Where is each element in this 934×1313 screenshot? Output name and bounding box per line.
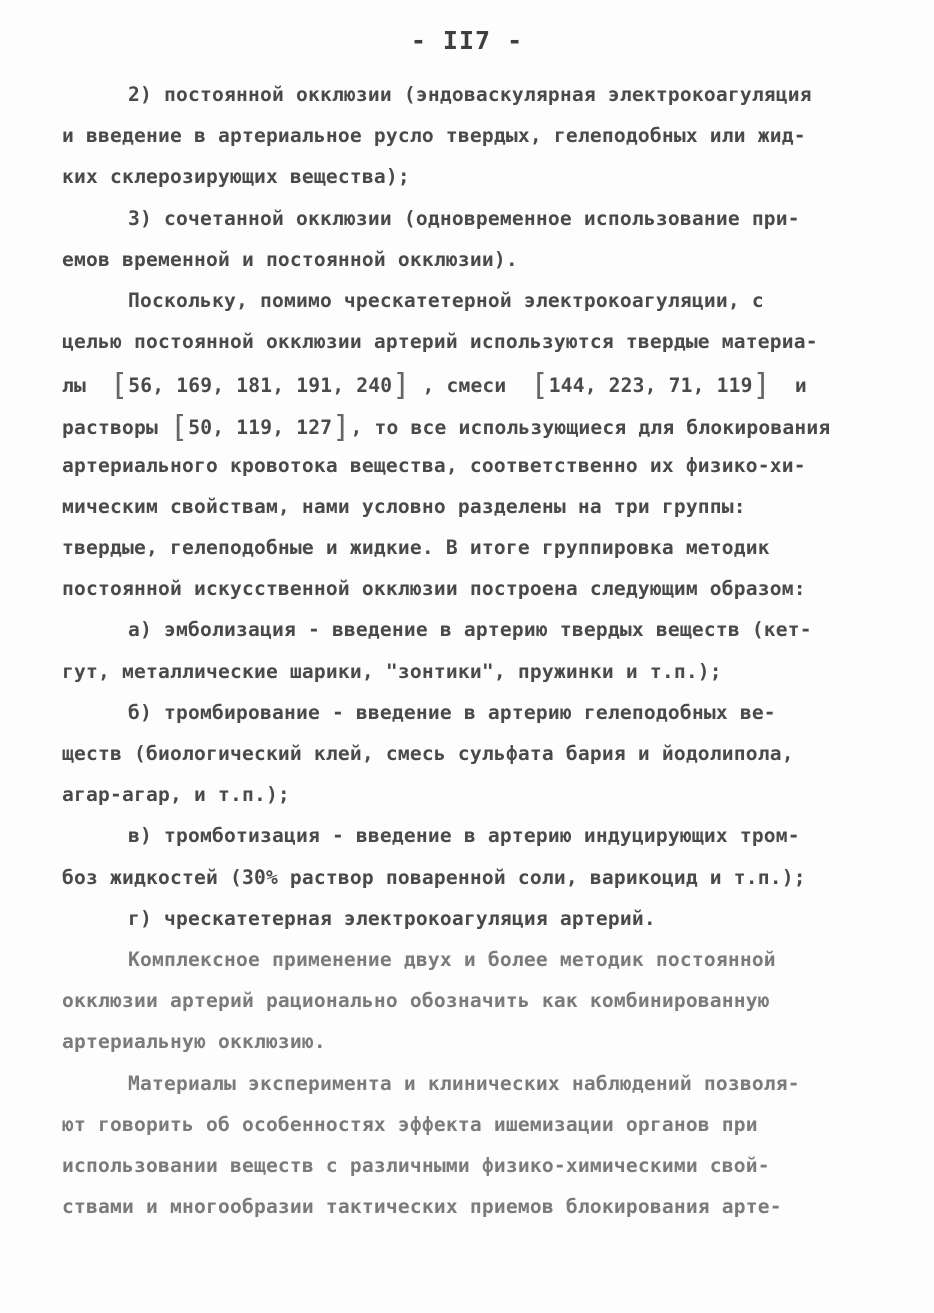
text-line: артериальную окклюзию.	[62, 1030, 326, 1054]
text-line: мическим свойствам, нами условно разделены на три группы:	[62, 494, 746, 518]
citation-bracket-open: [	[110, 368, 129, 404]
text-line: а) эмболизация - введение в артерию твердых веществ (кет-	[128, 618, 812, 642]
text-line: 2) постоянной окклюзии (эндоваскулярная электрокоагуляция	[128, 83, 812, 106]
text-line: в) тромботизация - введение в артерию индуцирующих тром-	[128, 824, 800, 848]
text-line: ких склерозирующих вещества);	[62, 165, 410, 189]
citation-refs: 144, 223, 71, 119	[548, 374, 753, 398]
citation-bracket-close: ]	[332, 409, 351, 445]
text-line: 3) сочетанной окклюзии (одновременное использование при-	[128, 206, 800, 230]
text-fragment: , то все использующиеся для блокирования	[350, 415, 831, 439]
text-line-with-citations	[62, 404, 872, 445]
citation-refs: 56, 169, 181, 191, 240	[128, 374, 393, 398]
text-line: окклюзии артерий рационально обозначить как комбинированную	[62, 989, 770, 1013]
text-line: Комплексное применение двух и более методик постоянной	[128, 947, 776, 971]
text-line: Поскольку, помимо чрескатетерной электрокоагуляции, с	[128, 288, 764, 312]
text-fragment: , смеси	[422, 374, 507, 398]
text-line: твердые, гелеподобные и жидкие. В итоге группировка методик	[62, 536, 770, 560]
text-line: б) тромбирование - введение в артерию гелеподобных ве-	[128, 700, 776, 724]
page-number: - II7 -	[410, 26, 524, 55]
text-line: Материалы эксперимента и клинических наблюдений позволя-	[128, 1071, 800, 1095]
citation-bracket-close: ]	[752, 368, 771, 404]
text-line: г) чрескатетерная электрокоагуляция артерий.	[128, 906, 656, 930]
text-line: гут, металлические шарики, "зонтики", пружинки и т.п.);	[62, 659, 722, 683]
text-fragment: лы	[62, 374, 86, 398]
text-line: ществ (биологический клей, смесь сульфата бария и йодолипола,	[62, 742, 794, 765]
text-line: ствами и многообразии тактических приемов блокирования арте-	[62, 1195, 782, 1219]
text-line: агар-агар, и т.п.);	[62, 783, 290, 807]
text-line: боз жидкостей (30% раствор поваренной соли, варикоцид и т.п.);	[62, 865, 806, 889]
text-line: артериального кровотока вещества, соответственно их физико-хи-	[62, 453, 806, 477]
text-line: целью постоянной окклюзии артерий используются твердые материа-	[62, 330, 818, 354]
text-line-with-citations	[62, 362, 872, 403]
citation-bracket-open: [	[169, 409, 189, 445]
citation-bracket-open: [	[530, 368, 549, 404]
text-line: и введение в артериальное русло твердых, гелеподобных или жид-	[62, 124, 806, 148]
text-line: постоянной искусственной окклюзии построена следующим образом:	[62, 577, 806, 601]
text-line: использовании веществ с различными физико-химическими свой-	[62, 1153, 770, 1177]
text-line: ют говорить об особенностях эффекта ишемизации органов при	[62, 1112, 758, 1136]
text-fragment: растворы	[62, 415, 158, 439]
text-fragment: и	[794, 374, 807, 398]
text-line: емов временной и постоянной окклюзии).	[62, 247, 518, 271]
citation-bracket-close: ]	[392, 368, 411, 404]
citation-refs: 50, 119, 127	[188, 415, 333, 439]
body-text	[62, 74, 872, 1227]
